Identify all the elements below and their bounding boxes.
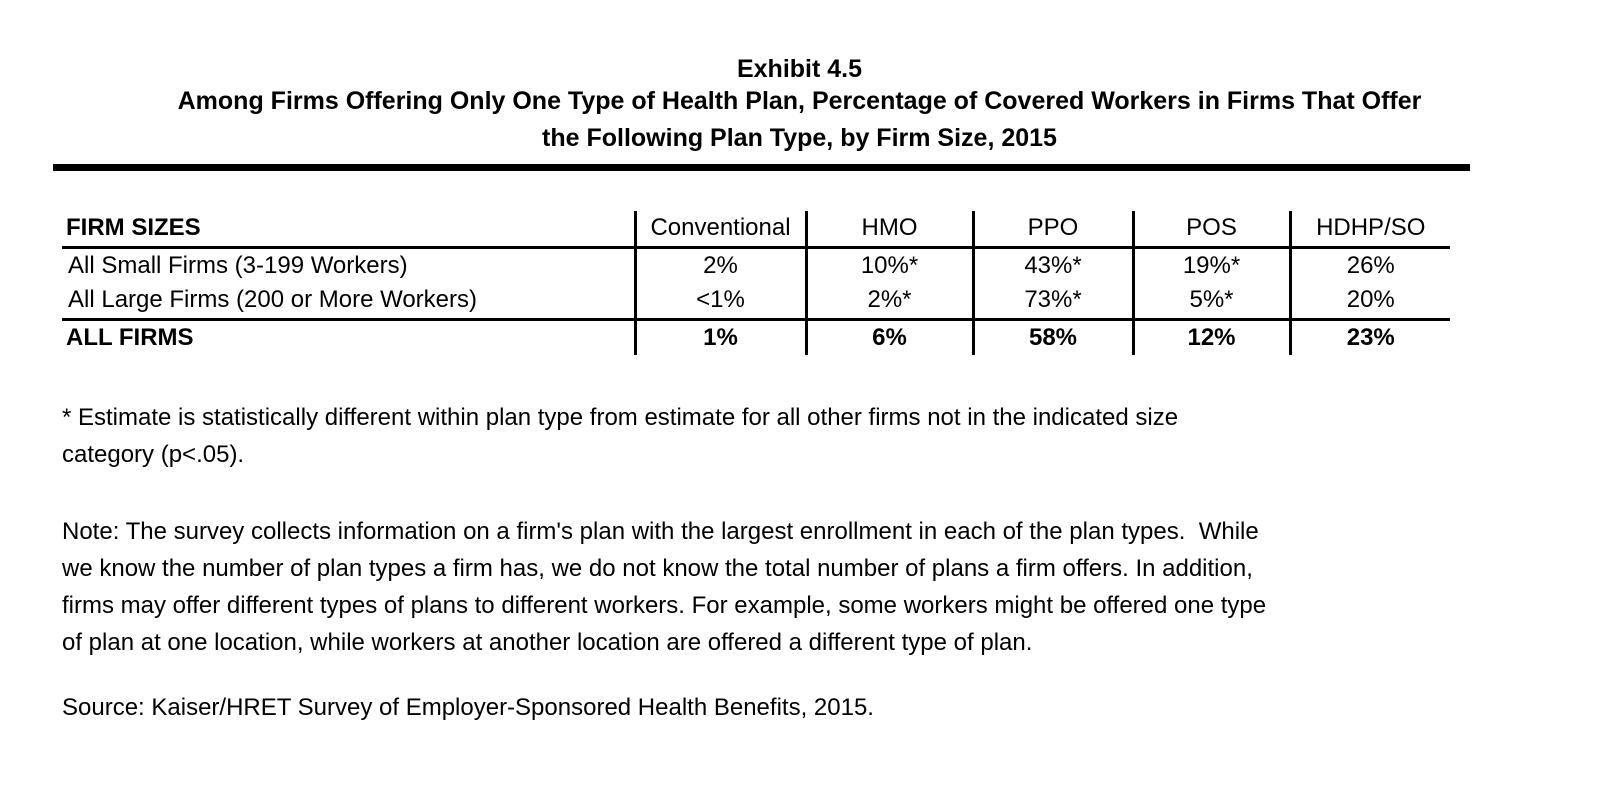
statistical-footnote xyxy=(62,399,1599,473)
footnote-line-2: category (p<.05). xyxy=(62,441,245,468)
table-row-all-firms xyxy=(62,319,1450,355)
cell-all-ppo: 58% xyxy=(973,319,1133,355)
title-block xyxy=(0,0,1599,157)
column-header-conventional: Conventional xyxy=(635,211,806,247)
cell-large-hmo: 2%* xyxy=(806,283,973,319)
exhibit-number: Exhibit 4.5 xyxy=(736,55,863,83)
row-label-large-firms: All Large Firms (200 or More Workers) xyxy=(68,286,477,314)
cell-small-hdhp-so: 26% xyxy=(1290,247,1450,283)
source-citation: Source: Kaiser/HRET Survey of Employer-Sponsored Health Benefits, 2015. xyxy=(62,694,874,721)
survey-note xyxy=(62,513,1599,661)
exhibit-title-line-1: Among Firms Offering Only One Type of Health Plan, Percentage of Covered Workers in Firms That Offer xyxy=(177,87,1422,115)
cell-small-hmo: 10%* xyxy=(806,247,973,283)
cell-all-pos: 12% xyxy=(1133,319,1290,355)
column-header-hdhp-so: HDHP/SO xyxy=(1290,211,1450,247)
table-header-row xyxy=(62,211,1450,247)
table-row-small-firms xyxy=(62,247,1450,283)
note-line-2: we know the number of plan types a firm has, we do not know the total number of plans a firm offers. In addition, xyxy=(62,555,1253,582)
note-line-1: Note: The survey collects information on a firm's plan with the largest enrollment in each of the plan types. While xyxy=(62,518,1259,545)
title-divider-rule xyxy=(53,164,1470,171)
plan-type-table xyxy=(62,211,1450,355)
table-row-large-firms xyxy=(62,283,1450,319)
cell-small-ppo: 43%* xyxy=(973,247,1133,283)
column-header-ppo: PPO xyxy=(973,211,1133,247)
cell-large-hdhp-so: 20% xyxy=(1290,283,1450,319)
cell-large-pos: 5%* xyxy=(1133,283,1290,319)
exhibit-title-line-2: the Following Plan Type, by Firm Size, 2015 xyxy=(542,124,1057,152)
cell-all-conventional: 1% xyxy=(635,319,806,355)
note-line-4: of plan at one location, while workers at another location are offered a different type of plan. xyxy=(62,629,1033,656)
cell-large-ppo: 73%* xyxy=(973,283,1133,319)
cell-large-conventional: <1% xyxy=(635,283,806,319)
column-header-firm-sizes: FIRM SIZES xyxy=(62,211,635,247)
cell-small-conventional: 2% xyxy=(635,247,806,283)
cell-all-hmo: 6% xyxy=(806,319,973,355)
column-header-pos: POS xyxy=(1133,211,1290,247)
note-line-3: firms may offer different types of plans to different workers. For example, some workers might be offered one type xyxy=(62,592,1267,619)
row-label-small-firms: All Small Firms (3-199 Workers) xyxy=(68,251,408,279)
column-header-hmo: HMO xyxy=(806,211,973,247)
cell-all-hdhp-so: 23% xyxy=(1290,319,1450,355)
cell-small-pos: 19%* xyxy=(1133,247,1290,283)
footnote-line-1: * Estimate is statistically different within plan type from estimate for all other firms not in the indicated size xyxy=(62,404,1179,431)
row-label-all-firms: ALL FIRMS xyxy=(62,319,635,355)
